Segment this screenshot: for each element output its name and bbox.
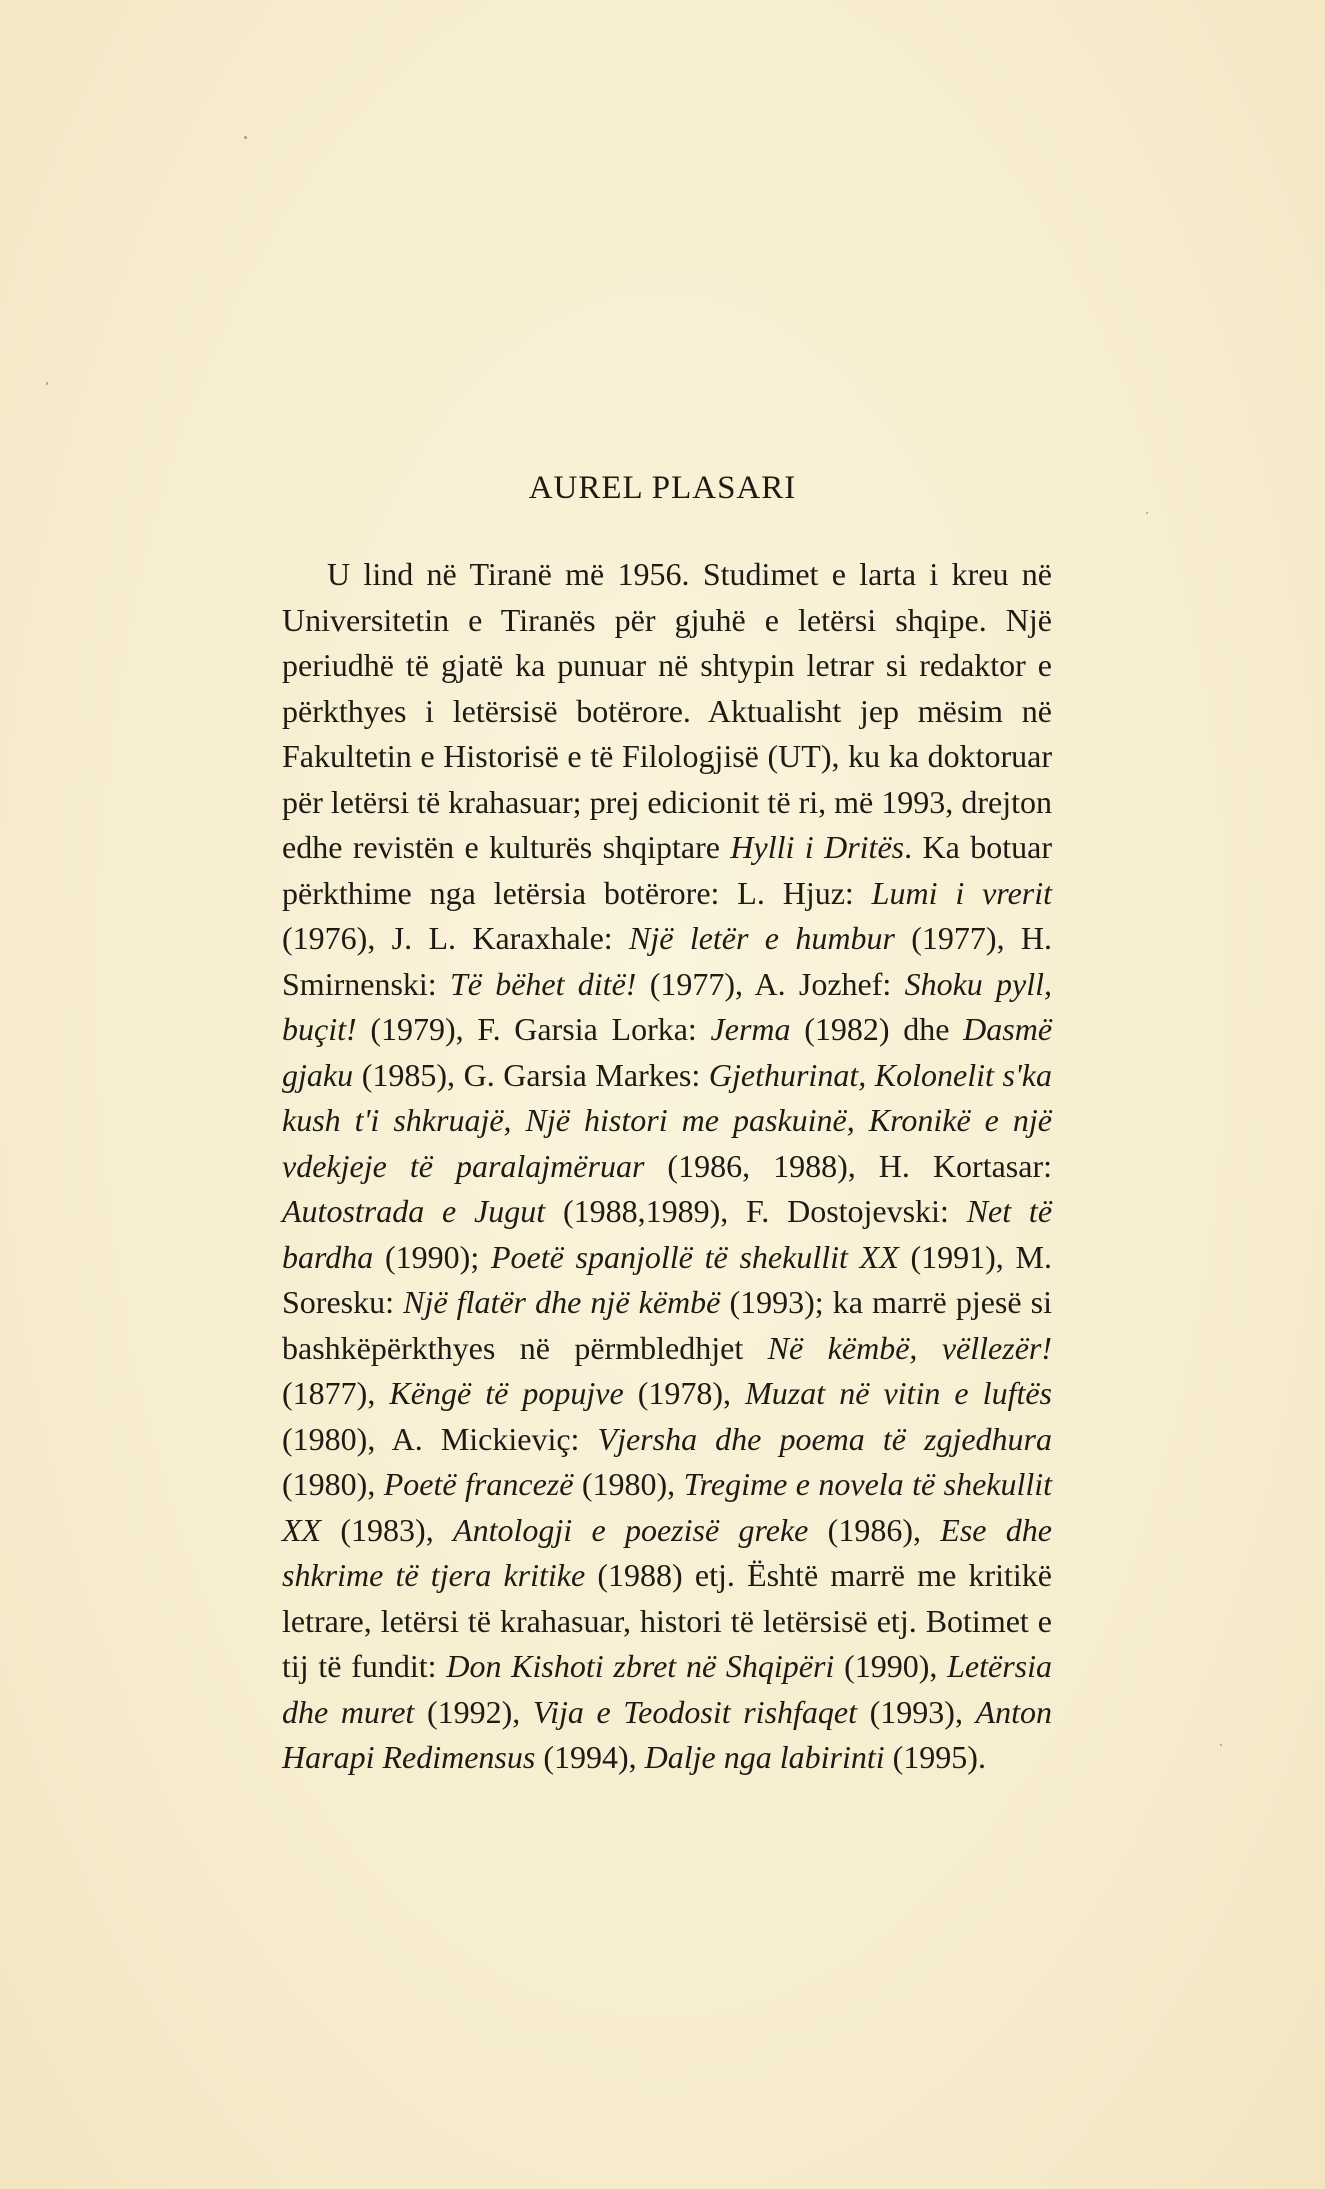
bio-text: (1992), [414, 1693, 533, 1730]
bio-text: (1994), [535, 1739, 645, 1775]
paper-speck [1220, 1744, 1222, 1746]
bio-text: (1990); [373, 1238, 491, 1275]
work-title: Vija e Teodosit rishfaqet [532, 1693, 858, 1730]
bio-text: (1980), A. Mickieviç: [282, 1420, 598, 1457]
bio-text: (1988) etj. Është marrë me kritikë letrare, letërsi të krahasuar, histori të letërsisë etj. Botimet e tij të fundit: [282, 1557, 1053, 1684]
work-title: Ese dhe shkrime të tjera kritike [282, 1511, 1053, 1593]
bio-text: (1986), [808, 1511, 941, 1548]
work-title: Lumi i vrerit [871, 874, 1052, 911]
bio-text: . Ka botuar përkthime nga letërsia botërore: L. Hjuz: [282, 829, 1053, 911]
bio-text: U lind në Tiranë më 1956. Studimet e larta i kreu në Universitetin e Tiranës për gjuhë e letërsi shqipe. Një periudhë të gjatë ka punuar në shtypin letrar si redaktor e përkthyes i letërsisë botërore. Aktualisht jep mësim në Fakultetin e Historisë e të Filologjisë (UT), ku ka doktoruar për letërsi të krahasuar; prej edicionit të ri, më 1993, drejton edhe revistën e kulturës shqiptare [282, 556, 1052, 865]
work-title: Të bëhet ditë! [449, 965, 637, 1002]
bio-text: (1983), [321, 1511, 454, 1548]
work-title: Vjersha dhe poema të zgjedhura [597, 1420, 1053, 1457]
work-title: Letërsia dhe muret [282, 1648, 1053, 1730]
author-biography-paragraph [282, 552, 1052, 1781]
bio-text: (1978), [623, 1375, 746, 1411]
paper-speck [46, 382, 48, 385]
work-title: Këngë të popujve [389, 1375, 624, 1411]
bio-text: (1993), [857, 1693, 976, 1730]
author-name-heading: AUREL PLASARI [528, 470, 797, 506]
bio-text: (1982) dhe [790, 1011, 964, 1047]
work-title: Shoku pyll, buçit! [282, 965, 1053, 1047]
work-title: Poetë francezë [383, 1466, 574, 1502]
work-title: Dalje nga labirinti [644, 1739, 885, 1775]
bio-text: (1991), M. Soresku: [282, 1238, 1053, 1320]
work-title: Anton Harapi Redimensus [282, 1693, 1053, 1775]
paper-speck [1146, 512, 1148, 514]
work-title: Autostrada e Jugut [282, 1193, 546, 1229]
work-title: Gjethurinat, Kolonelit s'ka kush t'i shkruajë, Një histori me paskuinë, Kronikë e një vdekjeje të paralajmëruar [282, 1056, 1053, 1184]
bio-text: (1988,1989), F. Dostojevski: [545, 1193, 967, 1229]
bio-text: (1990), [834, 1648, 948, 1684]
work-title: Në këmbë, vëllezër! [767, 1329, 1053, 1366]
work-title: Një letër e humbur [629, 920, 895, 956]
work-title: Antologji e poezisë greke [453, 1511, 809, 1548]
bio-text: (1980), [573, 1466, 684, 1502]
bio-text: (1985), G. Garsia Markes: [353, 1056, 709, 1093]
bio-text: (1979), F. Garsia Lorka: [356, 1011, 711, 1047]
work-title: Jerma [710, 1011, 791, 1047]
work-title: Poetë spanjollë të shekullit XX [490, 1238, 899, 1275]
bio-text: (1986, 1988), H. Kortasar: [644, 1147, 1053, 1184]
work-title: Net të bardha [282, 1193, 1053, 1275]
work-title: Don Kishoti zbret në Shqipëri [446, 1648, 835, 1684]
paper-speck [244, 136, 247, 139]
bio-text: (1877), [282, 1375, 390, 1411]
work-title: Tregime e novela të shekullit XX [282, 1466, 1053, 1548]
bio-text: (1980), [282, 1466, 384, 1502]
bio-text: (1995). [884, 1739, 986, 1775]
bio-text: (1977), H. Smirnenski: [282, 920, 1053, 1002]
work-title: Hylli i Dritës [730, 829, 905, 865]
work-title: Muzat në vitin e luftës [745, 1375, 1053, 1411]
work-title: Një flatër dhe një këmbë [403, 1284, 721, 1320]
bio-text: (1977), A. Jozhef: [636, 965, 905, 1002]
bio-text: (1976), J. L. Karaxhale: [282, 920, 630, 956]
work-title: Dasmë gjaku [282, 1011, 1053, 1093]
bio-text: (1993); ka marrë pjesë si bashkëpërkthyes në përmbledhjet [282, 1284, 1053, 1366]
